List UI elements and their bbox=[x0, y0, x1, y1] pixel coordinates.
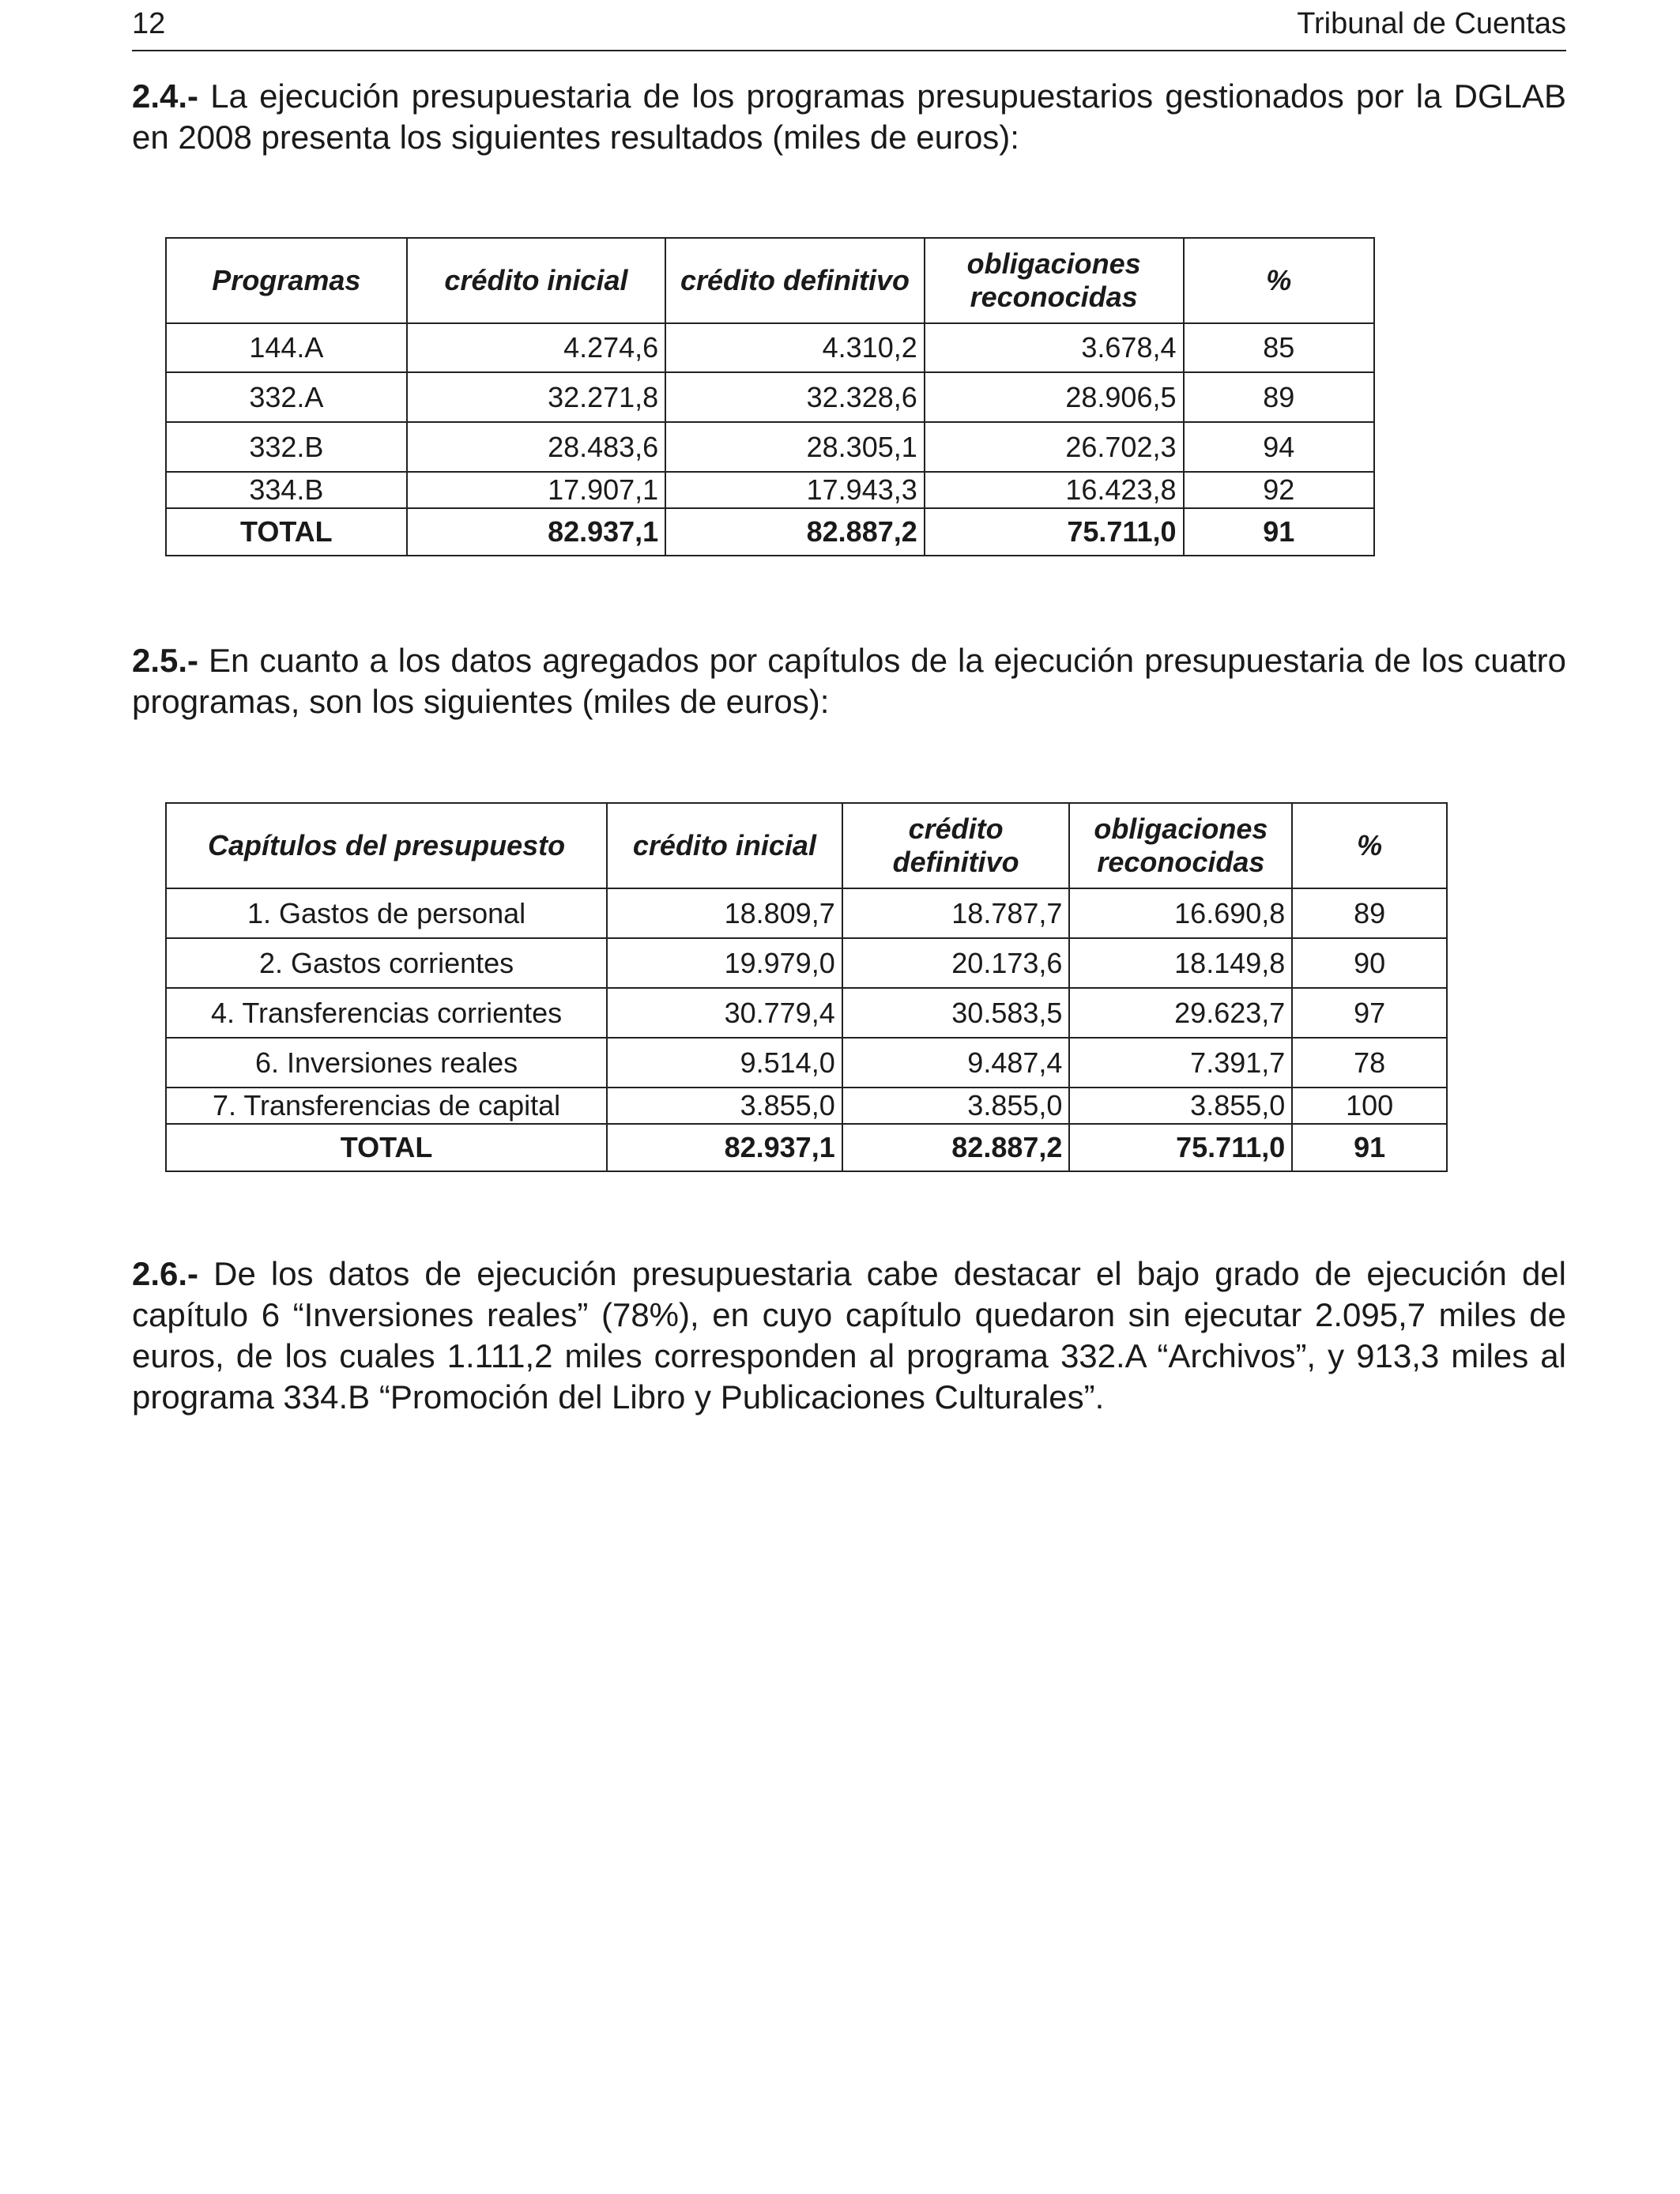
table-cell: 82.887,2 bbox=[665, 508, 925, 556]
table-cell: TOTAL bbox=[166, 1124, 607, 1171]
column-header: crédito inicial bbox=[607, 803, 842, 888]
paragraph-2-4 bbox=[132, 76, 1566, 158]
table-cell: 18.149,8 bbox=[1069, 938, 1292, 988]
table-cell: 18.787,7 bbox=[842, 888, 1070, 938]
table-cell: 3.855,0 bbox=[607, 1088, 842, 1124]
table-cell: 100 bbox=[1292, 1088, 1447, 1124]
table-cell: 82.937,1 bbox=[607, 1124, 842, 1171]
table-cell: 334.B bbox=[166, 472, 407, 508]
table-cell: 89 bbox=[1184, 372, 1375, 422]
table-row bbox=[166, 372, 1374, 422]
table-cell: 85 bbox=[1184, 323, 1375, 372]
table-cell: 9.487,4 bbox=[842, 1038, 1070, 1088]
page-header bbox=[132, 6, 1566, 51]
table-cell: 82.887,2 bbox=[842, 1124, 1070, 1171]
table-cell: 75.711,0 bbox=[1069, 1124, 1292, 1171]
table-cell: 7. Transferencias de capital bbox=[166, 1088, 607, 1124]
table-row bbox=[166, 323, 1374, 372]
chapters-table bbox=[165, 802, 1448, 1172]
paragraph-text: En cuanto a los datos agregados por capítulos de la ejecución presupuestaria de los cuatro programas, son los siguientes (miles de euros): bbox=[132, 642, 1566, 720]
table-cell: 82.937,1 bbox=[407, 508, 666, 556]
table-cell: 9.514,0 bbox=[607, 1038, 842, 1088]
table-cell: TOTAL bbox=[166, 508, 407, 556]
table-cell: 90 bbox=[1292, 938, 1447, 988]
table-cell: 28.305,1 bbox=[665, 422, 925, 472]
table-total-row bbox=[166, 1124, 1447, 1171]
table-cell: 20.173,6 bbox=[842, 938, 1070, 988]
table-cell: 28.906,5 bbox=[925, 372, 1184, 422]
table-cell: 332.B bbox=[166, 422, 407, 472]
table-cell: 144.A bbox=[166, 323, 407, 372]
table-cell: 4.310,2 bbox=[665, 323, 925, 372]
table-cell: 332.A bbox=[166, 372, 407, 422]
table-row bbox=[166, 888, 1447, 938]
table-row bbox=[166, 1088, 1447, 1124]
table-cell: 30.583,5 bbox=[842, 988, 1070, 1038]
table-cell: 26.702,3 bbox=[925, 422, 1184, 472]
paragraph-2-6 bbox=[132, 1253, 1566, 1418]
table-cell: 29.623,7 bbox=[1069, 988, 1292, 1038]
column-header: crédito definitivo bbox=[665, 238, 925, 323]
table-cell: 4.274,6 bbox=[407, 323, 666, 372]
section-number: 2.4.- bbox=[132, 77, 199, 115]
table-cell: 17.943,3 bbox=[665, 472, 925, 508]
table-cell: 75.711,0 bbox=[925, 508, 1184, 556]
column-header: obligaciones reconocidas bbox=[925, 238, 1184, 323]
column-header: % bbox=[1292, 803, 1447, 888]
table-cell: 91 bbox=[1184, 508, 1375, 556]
column-header: crédito inicial bbox=[407, 238, 666, 323]
table-cell: 3.855,0 bbox=[1069, 1088, 1292, 1124]
table-cell: 89 bbox=[1292, 888, 1447, 938]
table-cell: 17.907,1 bbox=[407, 472, 666, 508]
table-cell: 7.391,7 bbox=[1069, 1038, 1292, 1088]
column-header: obligaciones reconocidas bbox=[1069, 803, 1292, 888]
paragraph-text: De los datos de ejecución presupuestaria cabe destacar el bajo grado de ejecución del capítulo 6 “Inversiones reales” (78%), en cuyo capítulo quedaron sin ejecutar 2.095,7 miles de euros, de los cuales 1.111,2 miles corresponden al programa 332.A “Archivos”, y 913,3 miles al programa 334.B “Promoción del Libro y Publicaciones Culturales”. bbox=[132, 1255, 1566, 1416]
table-cell: 16.690,8 bbox=[1069, 888, 1292, 938]
table-row bbox=[166, 988, 1447, 1038]
column-header: crédito definitivo bbox=[842, 803, 1070, 888]
table-cell: 1. Gastos de personal bbox=[166, 888, 607, 938]
table-cell: 19.979,0 bbox=[607, 938, 842, 988]
column-header: Programas bbox=[166, 238, 407, 323]
table-cell: 3.855,0 bbox=[842, 1088, 1070, 1124]
table-row bbox=[166, 472, 1374, 508]
table-row bbox=[166, 1038, 1447, 1088]
table-cell: 91 bbox=[1292, 1124, 1447, 1171]
table-total-row bbox=[166, 508, 1374, 556]
table-cell: 78 bbox=[1292, 1038, 1447, 1088]
table-row bbox=[166, 422, 1374, 472]
column-header: % bbox=[1184, 238, 1375, 323]
page-number: 12 bbox=[132, 7, 166, 40]
table-header-row bbox=[166, 238, 1374, 323]
paragraph-2-5 bbox=[132, 640, 1566, 722]
table-row bbox=[166, 938, 1447, 988]
table-cell: 97 bbox=[1292, 988, 1447, 1038]
section-number: 2.6.- bbox=[132, 1255, 199, 1292]
programs-table bbox=[165, 237, 1375, 556]
table-header-row bbox=[166, 803, 1447, 888]
table-cell: 2. Gastos corrientes bbox=[166, 938, 607, 988]
header-title: Tribunal de Cuentas bbox=[1297, 7, 1566, 40]
table-cell: 30.779,4 bbox=[607, 988, 842, 1038]
table-cell: 94 bbox=[1184, 422, 1375, 472]
table-cell: 6. Inversiones reales bbox=[166, 1038, 607, 1088]
paragraph-text: La ejecución presupuestaria de los programas presupuestarios gestionados por la DGLAB en 2008 presenta los siguientes resultados (miles de euros): bbox=[132, 77, 1566, 156]
section-number: 2.5.- bbox=[132, 642, 199, 679]
table-cell: 32.271,8 bbox=[407, 372, 666, 422]
table-cell: 32.328,6 bbox=[665, 372, 925, 422]
table-cell: 92 bbox=[1184, 472, 1375, 508]
table-cell: 28.483,6 bbox=[407, 422, 666, 472]
table-cell: 3.678,4 bbox=[925, 323, 1184, 372]
table-cell: 4. Transferencias corrientes bbox=[166, 988, 607, 1038]
table-cell: 18.809,7 bbox=[607, 888, 842, 938]
table-cell: 16.423,8 bbox=[925, 472, 1184, 508]
column-header: Capítulos del presupuesto bbox=[166, 803, 607, 888]
